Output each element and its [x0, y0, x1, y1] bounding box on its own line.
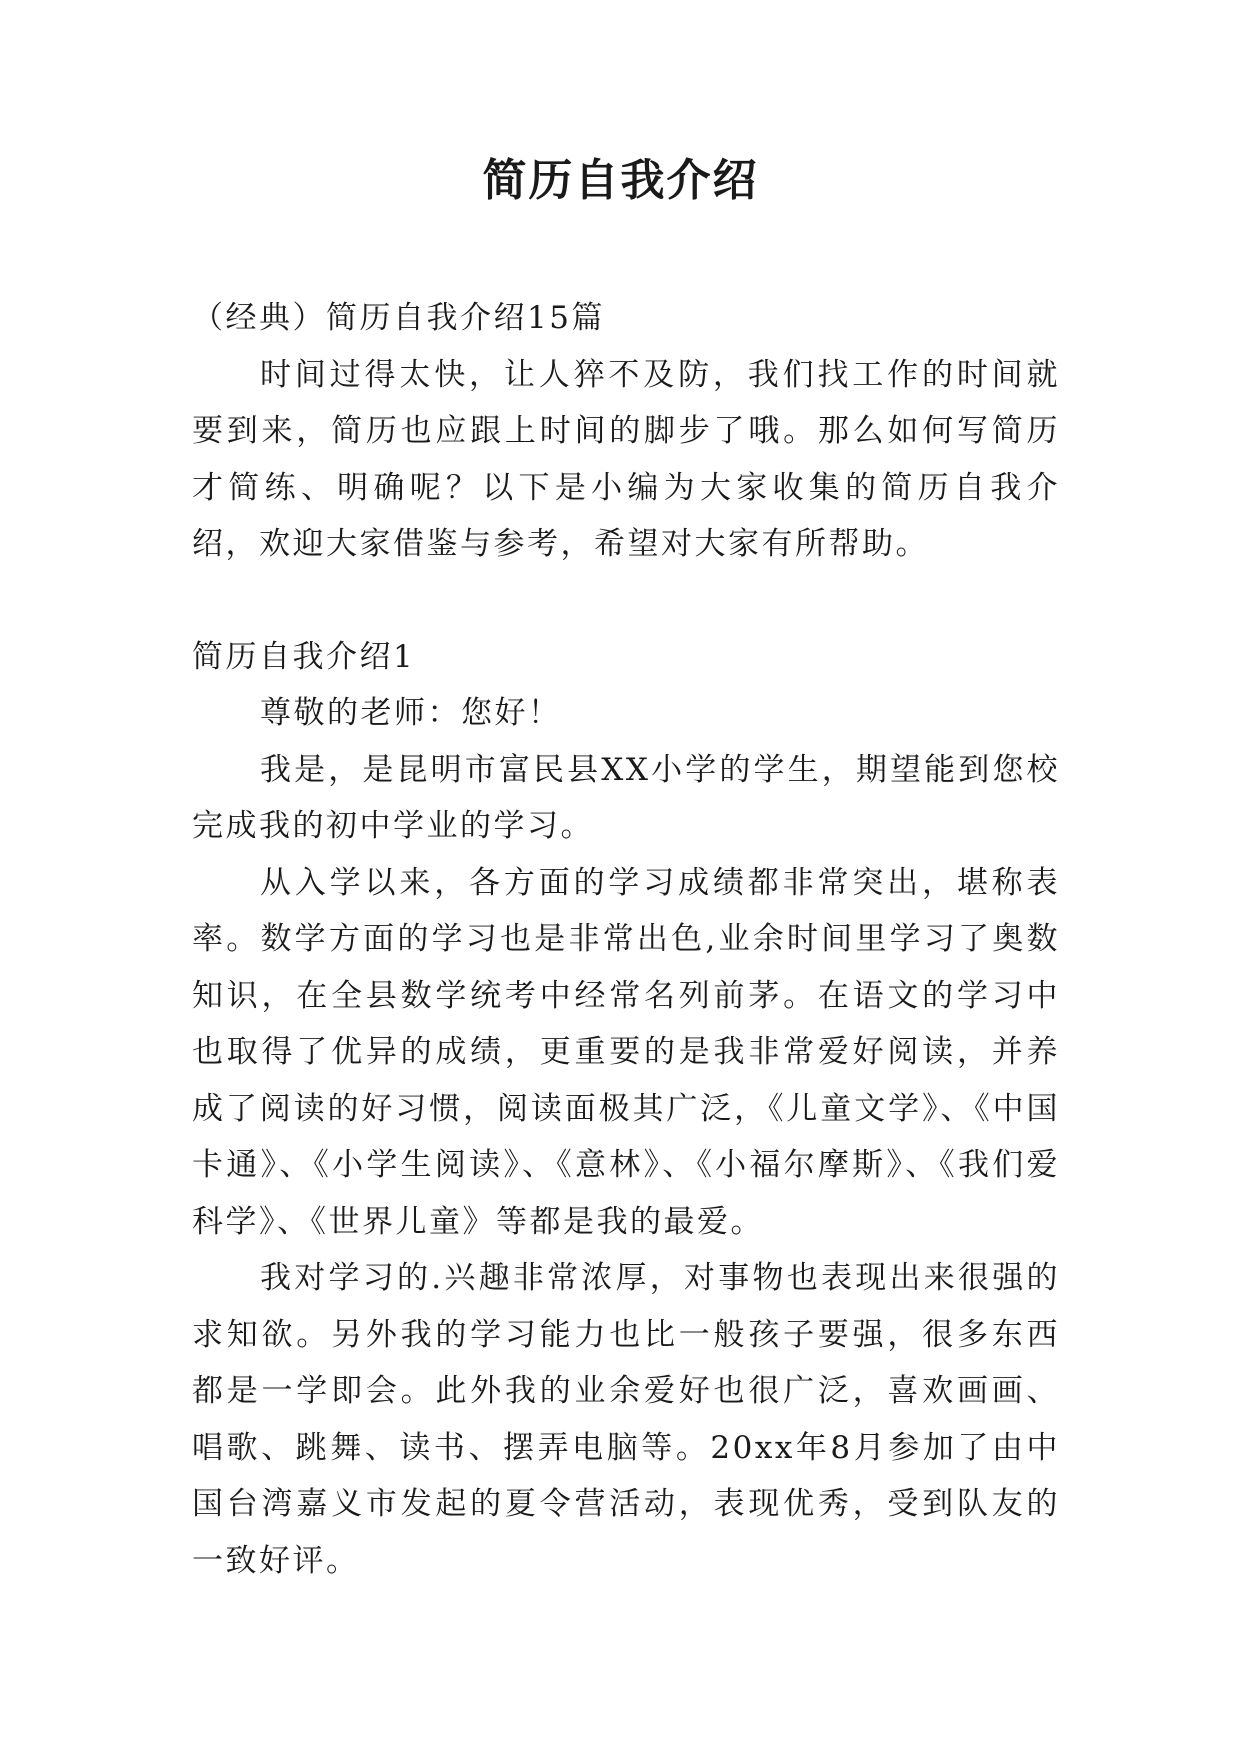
body-paragraph: 从入学以来，各方面的学习成绩都非常突出，堪称表率。数学方面的学习也是非常出色,业余时间里学习了奥数知识，在全县数学统考中经常名列前茅。在语文的学习中也取得了优异的成绩，更重要的是我非常爱好阅读，并养成了阅读的好习惯，阅读面极其广泛，《儿童文学》、《中国卡通》、《小学生阅读》、《意林》、《小福尔摩斯》、《我们爱科学》、《世界儿童》等都是我的最爱。	[192, 864, 1060, 1240]
document-subtitle: （经典）简历自我介绍15篇	[192, 300, 605, 336]
greeting-paragraph: 尊敬的老师：您好！	[260, 695, 562, 731]
section-heading: 简历自我介绍1	[192, 638, 416, 675]
document-title: 简历自我介绍	[482, 155, 759, 206]
document-body	[192, 290, 1060, 1589]
intro-paragraph: 时间过得太快，让人猝不及防，我们找工作的时间就要到来，简历也应跟上时间的脚步了哦。那么如何写简历才简练、明确呢？以下是小编为大家收集的简历自我介绍，欢迎大家借鉴与参考，希望对大家有所帮助。	[192, 356, 1060, 562]
body-paragraph: 我是，是昆明市富民县XX小学的学生，期望能到您校完成我的初中学业的学习。	[192, 751, 1060, 844]
body-paragraph: 我对学习的.兴趣非常浓厚，对事物也表现出来很强的求知欲。另外我的学习能力也比一般孩子要强，很多东西都是一学即会。此外我的业余爱好也很广泛，喜欢画画、唱歌、跳舞、读书、摆弄电脑等。20xx年8月参加了由中国台湾嘉义市发起的夏令营活动，表现优秀，受到队友的一致好评。	[192, 1260, 1060, 1579]
section-spacer	[192, 573, 1060, 629]
